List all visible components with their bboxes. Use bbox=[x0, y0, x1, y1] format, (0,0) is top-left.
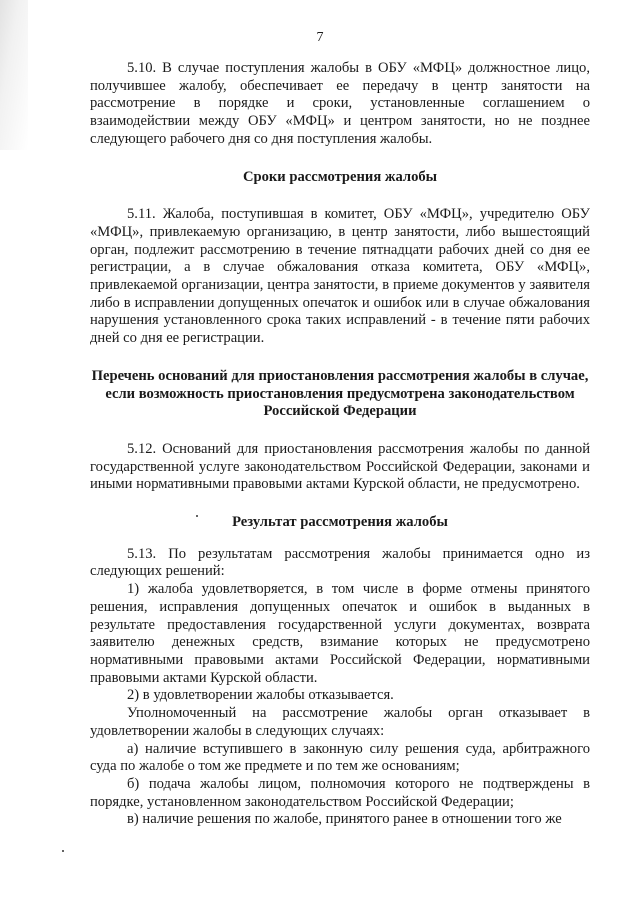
list-item-b: б) подача жалобы лицом, полномочия которого не подтверждены в порядке, установленном законодательством Российской Федерации; bbox=[90, 775, 590, 810]
list-item-2: 2) в удовлетворении жалобы отказывается. bbox=[127, 687, 394, 704]
page-number: 7 bbox=[316, 30, 324, 45]
list-item-a: а) наличие вступившего в законную силу решения суда, арбитражного суда по жалобе о том же предмете и по тем же основаниям; bbox=[90, 740, 590, 775]
paragraph-refusal-cases: Уполномоченный на рассмотрение жалобы орган отказывает в удовлетворении жалобы в следующих случаях: bbox=[90, 705, 590, 739]
scan-speck bbox=[62, 850, 64, 852]
heading-review-terms: Сроки рассмотрения жалобы bbox=[242, 168, 438, 185]
paragraph-5-10: 5.10. В случае поступления жалобы в ОБУ «МФЦ» должностное лицо, получившее жалобу, обеспечивает ее передачу в центр занятости на рассмотрение в порядке и сроки, установленные соглашением о взаимодействии между ОБУ «МФЦ» и центром занятости, но не позднее следующего рабочего дня со дня поступления жалобы. bbox=[90, 60, 590, 147]
paragraph-5-13: 5.13. По результатам рассмотрения жалобы принимается одно из следующих решений: bbox=[90, 545, 590, 580]
list-item-1: 1) жалоба удовлетворяется, в том числе в форме отмены принятого решения, исправления допущенных опечаток и ошибок в выданных в результате предоставления государственной услуги документах, возврата заявителю денежных средств, взимание которых не предусмотрено нормативными правовыми актами Российской Федерации, нормативными правовыми актами Курской области. bbox=[90, 581, 590, 686]
paragraph-5-12: 5.12. Оснований для приостановления рассмотрения жалобы по данной государственной услуге законодательством Российской Федерации, законами и иными нормативными правовыми актами Курской области, не предусмотрено. bbox=[90, 440, 590, 493]
scan-shadow bbox=[0, 0, 28, 150]
heading-suspension-grounds: Перечень оснований для приостановления рассмотрения жалобы в случае, если возможность приостановления предусмотрена законодательством Российской Федерации bbox=[91, 367, 589, 420]
heading-review-result: Результат рассмотрения жалобы bbox=[232, 514, 448, 531]
scan-speck bbox=[196, 515, 198, 517]
paragraph-5-11: 5.11. Жалоба, поступившая в комитет, ОБУ «МФЦ», учредителю ОБУ «МФЦ», привлекаемую организацию, в центр занятости, либо вышестоящий орган, подлежит рассмотрению в течение пятнадцати рабочих дней со дня ее регистрации, а в случае обжалования отказа комитета, ОБУ «МФЦ», привлекаемой организации, центра занятости, в приеме документов у заявителя либо в исправлении допущенных опечаток и ошибок или в случае обжалования нарушения установленного срока таких исправлений - в течение пяти рабочих дней со дня ее регистрации. bbox=[90, 206, 590, 347]
document-body bbox=[90, 60, 590, 829]
list-item-c: в) наличие решения по жалобе, принятого ранее в отношении того же bbox=[127, 811, 562, 828]
